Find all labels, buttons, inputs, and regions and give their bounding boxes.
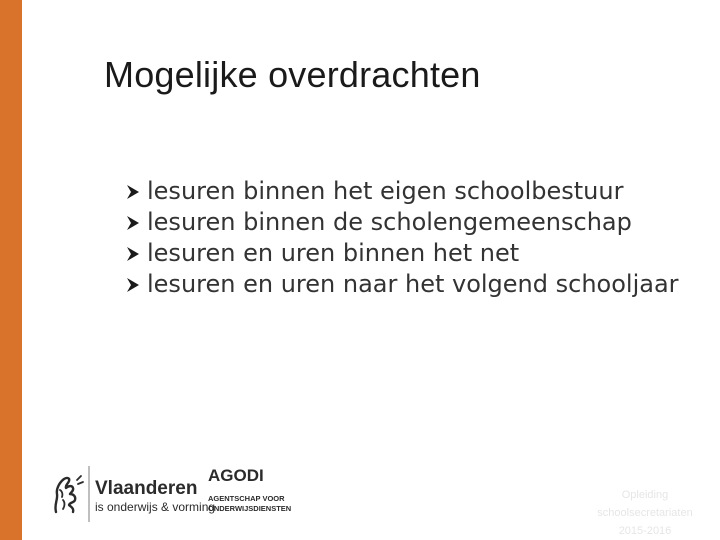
arrow-right-icon [126, 246, 140, 262]
footer-note-line: 2015-2016 [618, 525, 672, 537]
bullet-list [126, 176, 686, 300]
flemish-lion-icon [48, 470, 86, 520]
arrow-right-icon [126, 277, 140, 293]
bullet-item [126, 269, 686, 300]
agodi-subtitle [208, 494, 298, 514]
arrow-right-icon [126, 215, 140, 231]
slide-title: Mogelijke overdrachten [104, 54, 481, 95]
bullet-item [126, 238, 686, 269]
agodi-subtitle-line: ONDERWIJSDIENSTEN [208, 504, 292, 513]
agodi-subtitle-line: AGENTSCHAP VOOR [208, 494, 285, 503]
arrow-right-icon [126, 184, 140, 200]
footer-note-line: Opleiding [621, 489, 669, 501]
vlaanderen-logo-text: Vlaanderen [95, 478, 198, 499]
bullet-item [126, 176, 686, 207]
agodi-logo-text: AGODI [208, 466, 264, 485]
footer-logos [48, 462, 298, 524]
bullet-text: lesuren en uren naar het volgend schooljaar [147, 270, 679, 298]
vlaanderen-tagline: is onderwijs & vorming [95, 500, 216, 514]
accent-bar [0, 0, 22, 540]
bullet-text: lesuren binnen de scholengemeenschap [147, 208, 632, 236]
footer-note [580, 486, 710, 540]
bullet-text: lesuren en uren binnen het net [147, 239, 520, 267]
bullet-text: lesuren binnen het eigen schoolbestuur [147, 177, 624, 205]
bullet-item [126, 207, 686, 238]
logo-divider [88, 466, 90, 522]
footer-note-line: schoolsecretariaten [597, 507, 693, 519]
